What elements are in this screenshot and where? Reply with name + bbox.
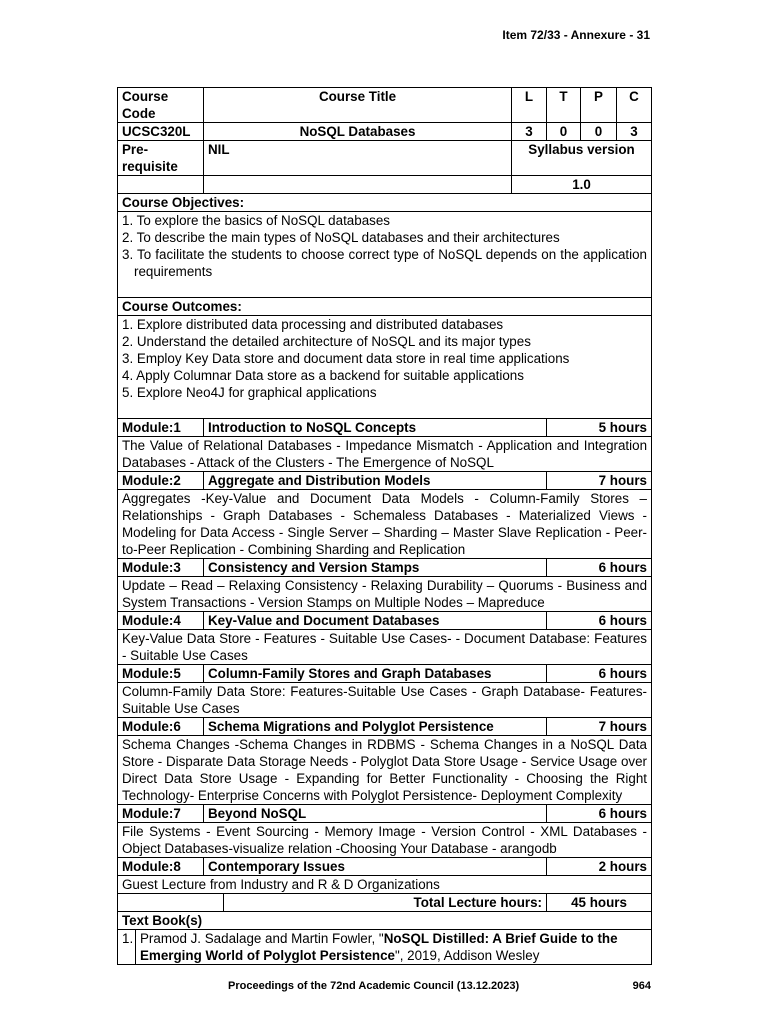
module-title: Consistency and Version Stamps <box>204 559 547 577</box>
objectives-row <box>118 212 652 298</box>
prereq-row <box>118 141 652 176</box>
module-header-row <box>118 419 652 437</box>
outcomes-list <box>118 316 652 419</box>
module-content: Aggregates -Key-Value and Document Data Models - Column-Family Stores – Relationships - Graph Databases - Schemaless Databases - Materialized Views - Modeling for Data Access - Single Server – Sharding – Master Slave Replication - Peer-to-Peer Replication - Combining Sharding and Replication <box>118 490 652 559</box>
syllabus-version: 1.0 <box>512 176 652 194</box>
course-info-row <box>118 123 652 141</box>
module-label: Module:2 <box>118 472 204 490</box>
module-label: Module:4 <box>118 612 204 630</box>
textbook-row <box>118 930 652 965</box>
module-header-row <box>118 472 652 490</box>
p-value: 0 <box>581 123 617 141</box>
module-header-row <box>118 559 652 577</box>
module-hours: 2 hours <box>547 858 652 876</box>
course-header-row <box>118 88 652 123</box>
course-title-label: Course Title <box>204 88 512 123</box>
outcome-item: 4. Apply Columnar Data store as a backend for suitable applications <box>122 368 524 383</box>
total-hours-value: 45 hours <box>547 894 652 912</box>
l-value: 3 <box>512 123 547 141</box>
syllabus-table <box>117 87 652 965</box>
module-hours: 6 hours <box>547 805 652 823</box>
course-code-label: Course Code <box>118 88 204 123</box>
module-content: The Value of Relational Databases - Impedance Mismatch - Application and Integration Databases - Attack of the Clusters - The Emergence of NoSQL <box>118 437 652 472</box>
module-title: Beyond NoSQL <box>204 805 547 823</box>
outcome-item: 2. Understand the detailed architecture of NoSQL and its major types <box>122 334 531 349</box>
module-title: Schema Migrations and Polyglot Persistence <box>204 718 547 736</box>
module-content: Schema Changes -Schema Changes in RDBMS - Schema Changes in a NoSQL Data Store - Disparate Data Storage Needs - Polyglot Data Store Usage - Service Usage over Direct Data Store Usage - Expanding for Better Functionality - Choosing the Right Technology- Enterprise Concerns with Polyglot Persistence- Deployment Complexity <box>118 736 652 805</box>
textbook-heading-row <box>118 912 652 930</box>
module-title: Introduction to NoSQL Concepts <box>204 419 547 437</box>
module-content-row <box>118 876 652 894</box>
objectives-list <box>118 212 652 298</box>
objective-item: 3. To facilitate the students to choose correct type of NoSQL depends on the application requirements <box>122 247 648 279</box>
textbook-publisher: ", 2019, Addison Wesley <box>394 948 540 963</box>
module-content-row <box>118 490 652 559</box>
module-hours: 7 hours <box>547 718 652 736</box>
outcome-item: 5. Explore Neo4J for graphical applications <box>122 385 377 400</box>
c-value: 3 <box>617 123 652 141</box>
c-label: C <box>617 88 652 123</box>
module-hours: 7 hours <box>547 472 652 490</box>
module-header-row <box>118 858 652 876</box>
module-label: Module:3 <box>118 559 204 577</box>
t-value: 0 <box>547 123 581 141</box>
module-title: Contemporary Issues <box>204 858 547 876</box>
textbook-heading: Text Book(s) <box>118 912 652 930</box>
total-hours-row <box>118 894 652 912</box>
module-content: Update – Read – Relaxing Consistency - Relaxing Durability – Quorums - Business and System Transactions - Version Stamps on Multiple Nodes – Mapreduce <box>118 577 652 612</box>
l-label: L <box>512 88 547 123</box>
module-title: Aggregate and Distribution Models <box>204 472 547 490</box>
objective-item: 1. To explore the basics of NoSQL databases <box>122 213 390 228</box>
total-hours-label: Total Lecture hours: <box>224 894 547 912</box>
module-hours: 6 hours <box>547 612 652 630</box>
module-title: Column-Family Stores and Graph Databases <box>204 665 547 683</box>
module-label: Module:1 <box>118 419 204 437</box>
module-label: Module:8 <box>118 858 204 876</box>
module-label: Module:7 <box>118 805 204 823</box>
module-label: Module:5 <box>118 665 204 683</box>
course-title: NoSQL Databases <box>204 123 512 141</box>
outcome-item: 3. Employ Key Data store and document data store in real time applications <box>122 351 570 366</box>
prereq-label: Pre-requisite <box>118 141 204 176</box>
module-header-row <box>118 718 652 736</box>
module-content: Guest Lecture from Industry and R & D Organizations <box>118 876 652 894</box>
textbook-number: 1. <box>118 930 136 965</box>
module-content-row <box>118 630 652 665</box>
objectives-heading: Course Objectives: <box>118 194 652 212</box>
module-content: Key-Value Data Store - Features - Suitable Use Cases- - Document Database: Features - Suitable Use Cases <box>118 630 652 665</box>
syllabus-version-label: Syllabus version <box>512 141 652 176</box>
version-row <box>118 176 652 194</box>
module-content: Column-Family Data Store: Features-Suitable Use Cases - Graph Database- Features- Suitable Use Cases <box>118 683 652 718</box>
outcomes-heading: Course Outcomes: <box>118 298 652 316</box>
outcomes-heading-row <box>118 298 652 316</box>
textbook-authors: Pramod J. Sadalage and Martin Fowler, " <box>140 931 384 946</box>
prereq-value: NIL <box>204 141 512 176</box>
module-header-row <box>118 805 652 823</box>
module-title: Key-Value and Document Databases <box>204 612 547 630</box>
p-label: P <box>581 88 617 123</box>
textbook-title: NoSQL Distilled: A Brief Guide to the Emerging World of Polyglot Persistence <box>140 931 618 963</box>
module-content-row <box>118 437 652 472</box>
module-content-row <box>118 683 652 718</box>
page-number: 964 <box>632 980 651 992</box>
footer-proceedings: Proceedings of the 72nd Academic Council (13.12.2023) <box>228 980 520 992</box>
module-content-row <box>118 577 652 612</box>
t-label: T <box>547 88 581 123</box>
module-header-row <box>118 665 652 683</box>
module-content-row <box>118 736 652 805</box>
objective-item: 2. To describe the main types of NoSQL databases and their architectures <box>122 230 560 245</box>
textbook-entry <box>136 930 652 965</box>
module-hours: 6 hours <box>547 665 652 683</box>
objectives-heading-row <box>118 194 652 212</box>
module-content: File Systems - Event Sourcing - Memory Image - Version Control - XML Databases - Object Databases-visualize relation -Choosing Your Database - arangodb <box>118 823 652 858</box>
header-reference: Item 72/33 - Annexure - 31 <box>502 28 650 42</box>
module-hours: 5 hours <box>547 419 652 437</box>
module-label: Module:6 <box>118 718 204 736</box>
course-code: UCSC320L <box>118 123 204 141</box>
module-hours: 6 hours <box>547 559 652 577</box>
module-header-row <box>118 612 652 630</box>
outcome-item: 1. Explore distributed data processing and distributed databases <box>122 317 504 332</box>
module-content-row <box>118 823 652 858</box>
outcomes-row <box>118 316 652 419</box>
